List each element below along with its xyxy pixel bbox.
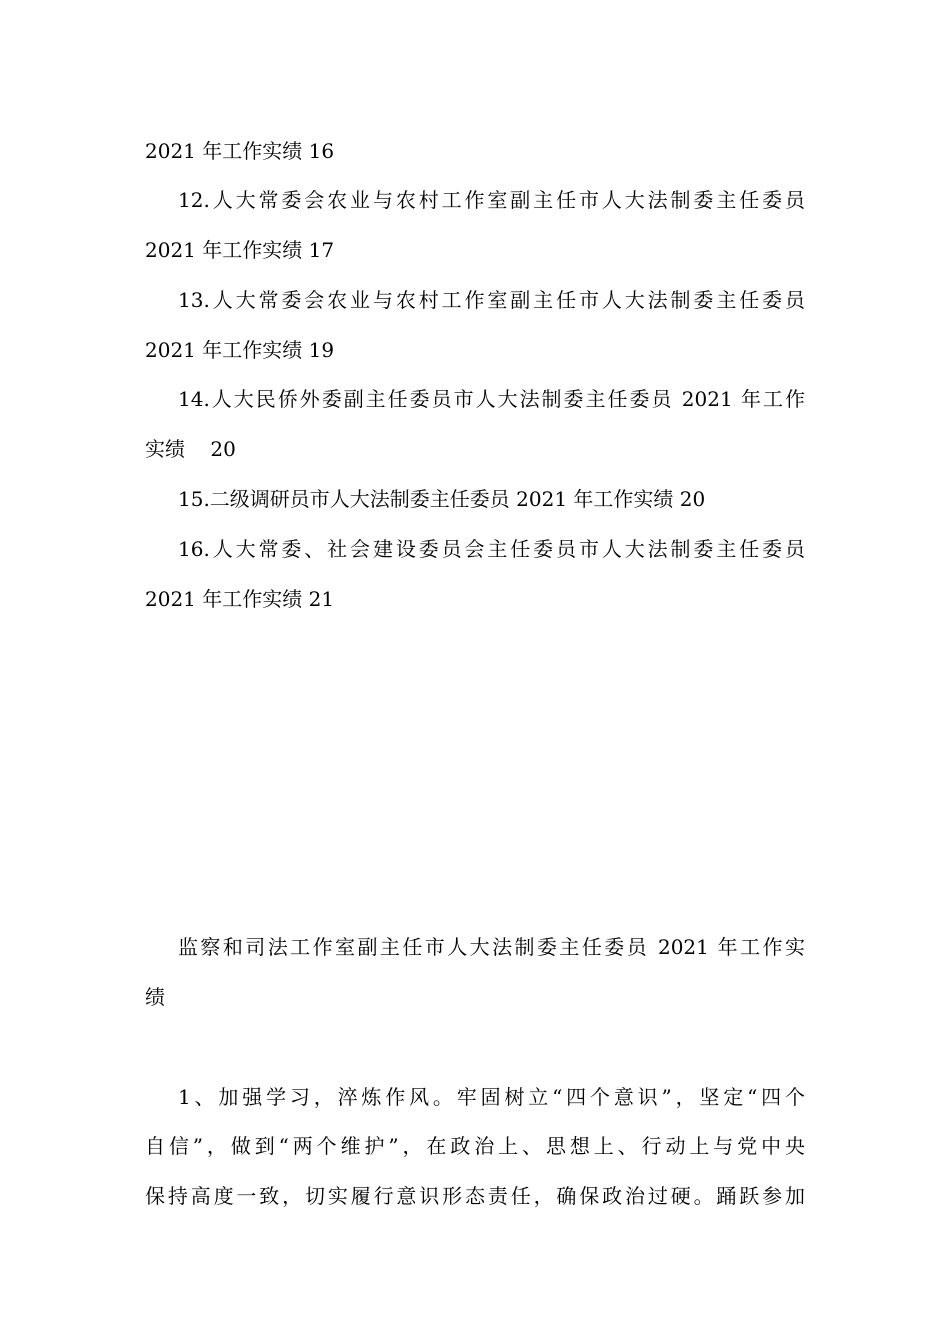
body-paragraph-line-2: 自信”，做到“两个维护”，在政治上、思想上、行动上与党中央: [145, 1134, 805, 1158]
body-paragraph-line-3: 保持高度一致，切实履行意识形态责任，确保政治过硬。踊跃参加: [145, 1184, 805, 1208]
toc-item-12-line-2: 2021 年工作实绩 17: [145, 238, 335, 262]
section-title-line-1: 监察和司法工作室副主任市人大法制委主任委员 2021 年工作实: [178, 935, 805, 959]
toc-item-16-line-2: 2021 年工作实绩 21: [145, 587, 335, 611]
section-title-line-2: 绩: [145, 985, 165, 1009]
toc-item-14-line-2: 实绩 20: [145, 437, 236, 461]
toc-item-14-line-1: 14.人大民侨外委副主任委员市人大法制委主任委员 2021 年工作: [178, 387, 805, 411]
toc-item-13-line-2: 2021 年工作实绩 19: [145, 338, 335, 362]
toc-item-15: 15.二级调研员市人大法制委主任委员 2021 年工作实绩 20: [178, 487, 706, 511]
toc-item-16-line-1: 16.人大常委、社会建设委员会主任委员市人大法制委主任委员: [178, 537, 805, 561]
toc-item-12-line-1: 12.人大常委会农业与农村工作室副主任市人大法制委主任委员: [178, 188, 805, 212]
body-paragraph-line-1: 1、加强学习，淬炼作风。牢固树立“四个意识”，坚定“四个: [178, 1085, 805, 1109]
toc-item-13-line-1: 13.人大常委会农业与农村工作室副主任市人大法制委主任委员: [178, 288, 805, 312]
toc-item-11-continuation: 2021 年工作实绩 16: [145, 139, 335, 163]
